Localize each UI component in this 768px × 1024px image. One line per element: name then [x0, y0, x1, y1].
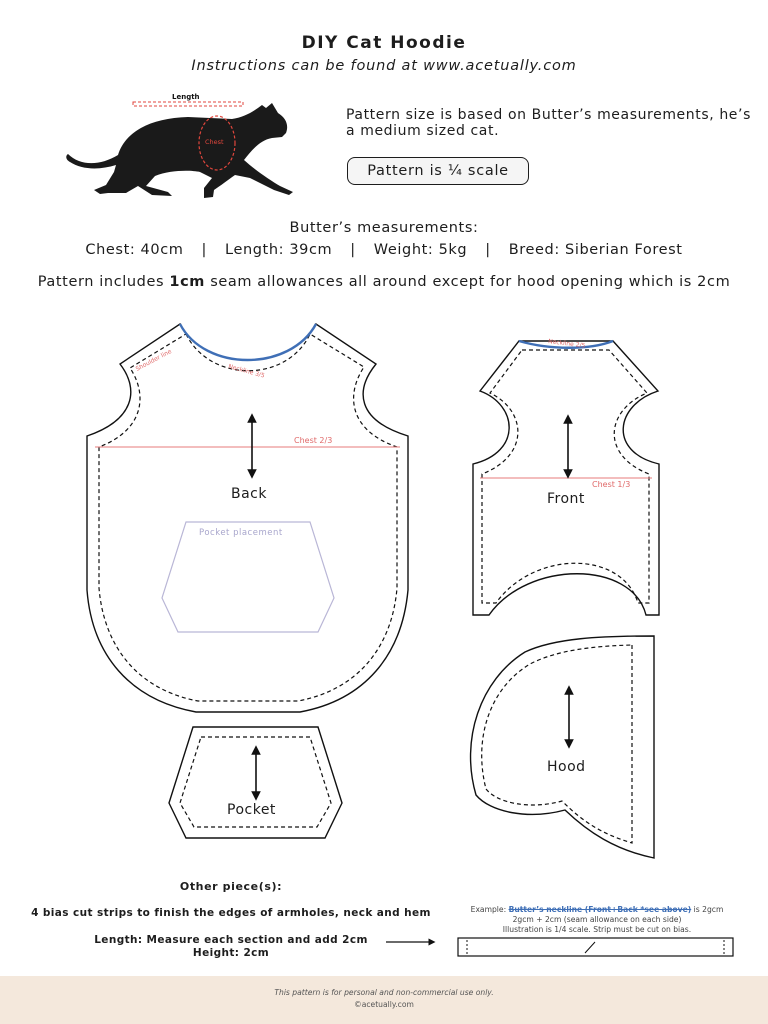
- scale-badge: Pattern is ¼ scale: [347, 157, 529, 185]
- back-shoulder-label: Shoulder line: [134, 348, 173, 373]
- measurement-length: Length: 39cm: [225, 242, 333, 258]
- strip-length-text: Length: Measure each section and add 2cm: [94, 934, 368, 946]
- hood-outline: [471, 636, 654, 858]
- measurement-weight: Weight: 5kg: [373, 242, 468, 258]
- page-subtitle: Instructions can be found at www.acetually.com: [191, 58, 577, 74]
- pocket-placement-label: Pocket placement: [199, 528, 283, 538]
- length-label: Length: [172, 93, 200, 101]
- other-pieces-title: Other piece(s):: [179, 880, 283, 893]
- measurements-title: Butter’s measurements:: [289, 220, 479, 236]
- back-label: Back: [231, 486, 267, 502]
- cat-silhouette: [66, 103, 293, 198]
- front-chest-label: Chest 1/3: [592, 480, 631, 489]
- length-guide: [133, 102, 243, 106]
- example-highlight: Butter’s neckline (Front+Back *see above): [508, 905, 692, 914]
- bias-strip: [458, 938, 733, 956]
- strip-example-note: [452, 905, 742, 935]
- measurement-separator: |: [201, 242, 208, 258]
- seam-suffix: seam allowances all around except for hood opening which is 2cm: [204, 274, 731, 290]
- bias-strips-text: 4 bias cut strips to finish the edges of armholes, neck and hem: [31, 907, 431, 919]
- measurement-chest: Chest: 40cm: [85, 242, 184, 258]
- seam-bold: 1cm: [169, 274, 205, 290]
- back-piece: [87, 324, 408, 712]
- example-line-2: 2gcm + 2cm (seam allowance on each side): [512, 915, 682, 924]
- back-outline: [87, 324, 408, 712]
- measurement-separator: |: [485, 242, 491, 258]
- hood-piece: [471, 636, 654, 858]
- chest-label: Chest: [205, 138, 224, 146]
- example-suffix: is 2gcm: [691, 905, 724, 914]
- back-neckline-label: Neckline 3/5: [227, 363, 266, 380]
- example-line-3: Illustration is 1/4 scale. Strip must be cut on bias.: [502, 925, 692, 934]
- front-piece: [473, 338, 659, 615]
- strip-dimensions: [0, 934, 462, 960]
- footer-note: This pattern is for personal and non-commercial use only.: [274, 988, 494, 997]
- bias-strip-outline: [458, 938, 733, 956]
- front-neckline-label: Neckline 2/5: [547, 338, 586, 350]
- page-title: DIY Cat Hoodie: [301, 33, 467, 53]
- strip-height-text: Height: 2cm: [192, 947, 270, 959]
- example-prefix: Example:: [470, 905, 509, 914]
- pocket-piece: [169, 727, 342, 838]
- hood-label: Hood: [547, 759, 586, 775]
- front-label: Front: [547, 491, 585, 507]
- pattern-size-note: Pattern size is based on Butter’s measurements, he’s a medium sized cat.: [346, 107, 751, 139]
- cat-diagram: [66, 93, 293, 198]
- pocket-label: Pocket: [227, 802, 276, 818]
- measurement-breed: Breed: Siberian Forest: [508, 242, 683, 258]
- back-chest-label: Chest 2/3: [294, 436, 333, 445]
- measurement-separator: |: [350, 242, 356, 258]
- seam-prefix: Pattern includes: [37, 274, 170, 290]
- footer-copyright: ©acetually.com: [354, 1000, 414, 1009]
- footer: [0, 976, 768, 1024]
